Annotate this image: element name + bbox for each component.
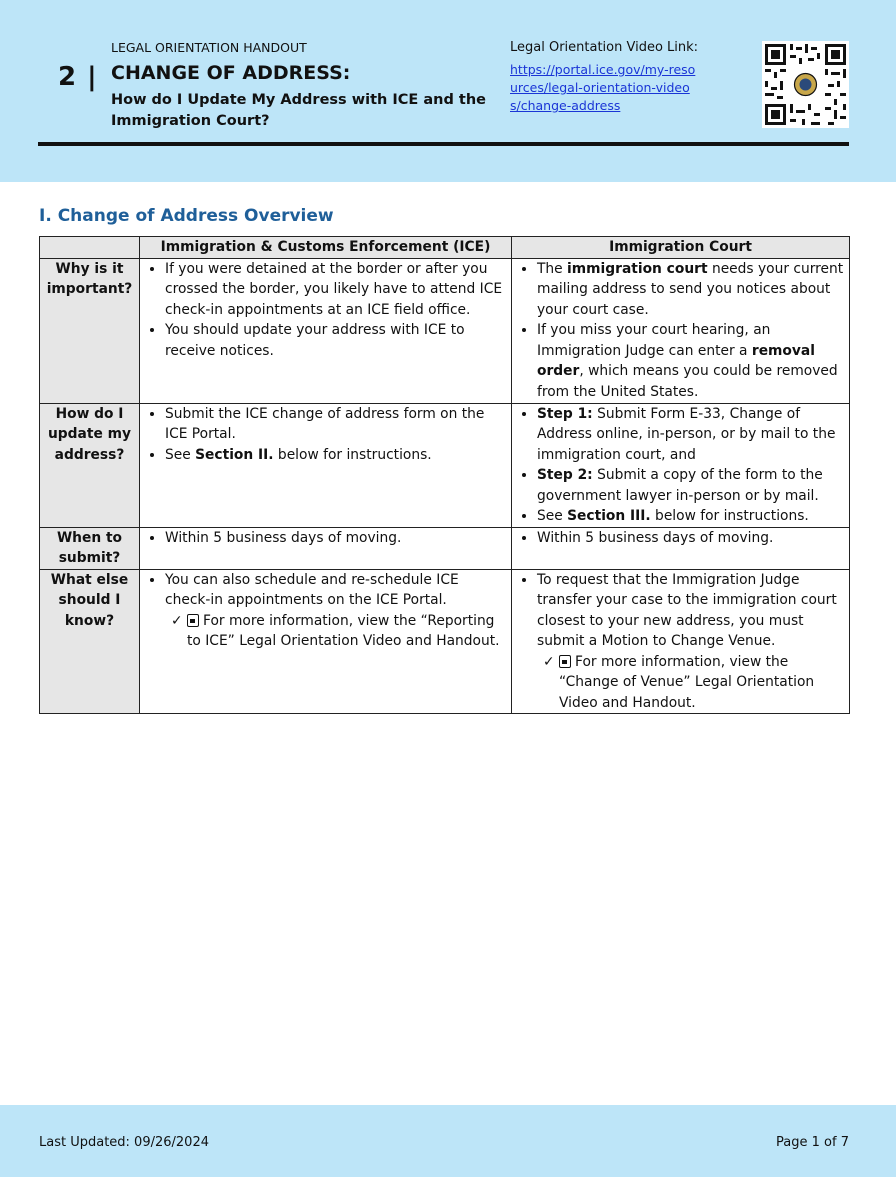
header-band bbox=[0, 0, 896, 182]
cell-else-ice bbox=[140, 569, 512, 714]
list-item: • Step 1: Submit Form E-33, Change of Address online, in-person, or by mail to the immigration court, and bbox=[537, 404, 845, 466]
overview-table bbox=[39, 236, 850, 714]
row-head-when: When to submit? bbox=[40, 527, 140, 569]
list-item: • Within 5 business days of moving. bbox=[537, 528, 845, 549]
list-item: • If you were detained at the border or after you crossed the border, you likely have to attend ICE check-in appointments at an ICE field office. bbox=[165, 259, 507, 321]
table-row-else bbox=[40, 569, 850, 714]
list-item: • To request that the Immigration Judge transfer your case to the immigration court closest to your new address, you must submit a Motion to Change Venue. ✓ For more information, view the “Change of Venue” Legal Orientation Video and Handout. bbox=[537, 570, 845, 714]
page-number: Page 1 of 7 bbox=[776, 1135, 849, 1150]
cell-why-court bbox=[512, 258, 850, 403]
check-icon: ✓ bbox=[171, 612, 183, 629]
video-link[interactable]: https://portal.ice.gov/my-resources/legal-orientation-videos/change-address bbox=[510, 62, 696, 113]
cell-when-court bbox=[512, 527, 850, 569]
list-item: • Step 2: Submit a copy of the form to the government lawyer in-person or by mail. bbox=[537, 465, 845, 506]
cell-how-court bbox=[512, 403, 850, 527]
last-updated: Last Updated: 09/26/2024 bbox=[39, 1135, 209, 1150]
section-title: I. Change of Address Overview bbox=[39, 206, 334, 226]
list-item: • See Section II. below for instructions. bbox=[165, 445, 507, 466]
check-item: ✓ For more information, view the “Reporting to ICE” Legal Orientation Video and Handout. bbox=[171, 612, 500, 649]
table-header-row bbox=[40, 237, 850, 259]
check-icon: ✓ bbox=[543, 653, 555, 670]
handout-number: 2 | bbox=[58, 62, 98, 92]
table-header-court: Immigration Court bbox=[512, 237, 850, 259]
table-header-blank bbox=[40, 237, 140, 259]
check-item: ✓ For more information, view the “Change of Venue” Legal Orientation Video and Handout. bbox=[543, 653, 815, 711]
list-item: • The immigration court needs your current mailing address to send you notices about your court case. bbox=[537, 259, 845, 321]
list-item: • If you miss your court hearing, an Immigration Judge can enter a removal order, which means you could be removed from the United States. bbox=[537, 320, 845, 402]
table-row-why bbox=[40, 258, 850, 403]
header-divider bbox=[38, 142, 849, 146]
cell-else-court bbox=[512, 569, 850, 714]
row-head-how: How do I update my address? bbox=[40, 403, 140, 527]
row-head-why: Why is it important? bbox=[40, 258, 140, 403]
list-item: • Submit the ICE change of address form on the ICE Portal. bbox=[165, 404, 507, 445]
row-head-else: What else should I know? bbox=[40, 569, 140, 714]
list-item: • You should update your address with ICE to receive notices. bbox=[165, 320, 507, 361]
handout-kicker: LEGAL ORIENTATION HANDOUT bbox=[111, 40, 307, 55]
list-item: • You can also schedule and re-schedule ICE check-in appointments on the ICE Portal. ✓ For more information, view the “Reporting to ICE” Legal Orientation Video and Handout. bbox=[165, 570, 507, 652]
table-header-ice: Immigration & Customs Enforcement (ICE) bbox=[140, 237, 512, 259]
video-link-label: Legal Orientation Video Link: bbox=[510, 40, 699, 55]
page-subtitle: How do I Update My Address with ICE and the Immigration Court? bbox=[111, 92, 486, 129]
list-item: • See Section III. below for instructions. bbox=[537, 506, 845, 527]
film-icon bbox=[187, 614, 199, 627]
page-title: CHANGE OF ADDRESS: bbox=[111, 62, 351, 84]
cell-how-ice bbox=[140, 403, 512, 527]
film-icon bbox=[559, 655, 571, 668]
table-row-when bbox=[40, 527, 850, 569]
cell-why-ice bbox=[140, 258, 512, 403]
table-row-how bbox=[40, 403, 850, 527]
cell-when-ice bbox=[140, 527, 512, 569]
list-item: • Within 5 business days of moving. bbox=[165, 528, 507, 549]
qr-code-icon bbox=[762, 41, 849, 128]
